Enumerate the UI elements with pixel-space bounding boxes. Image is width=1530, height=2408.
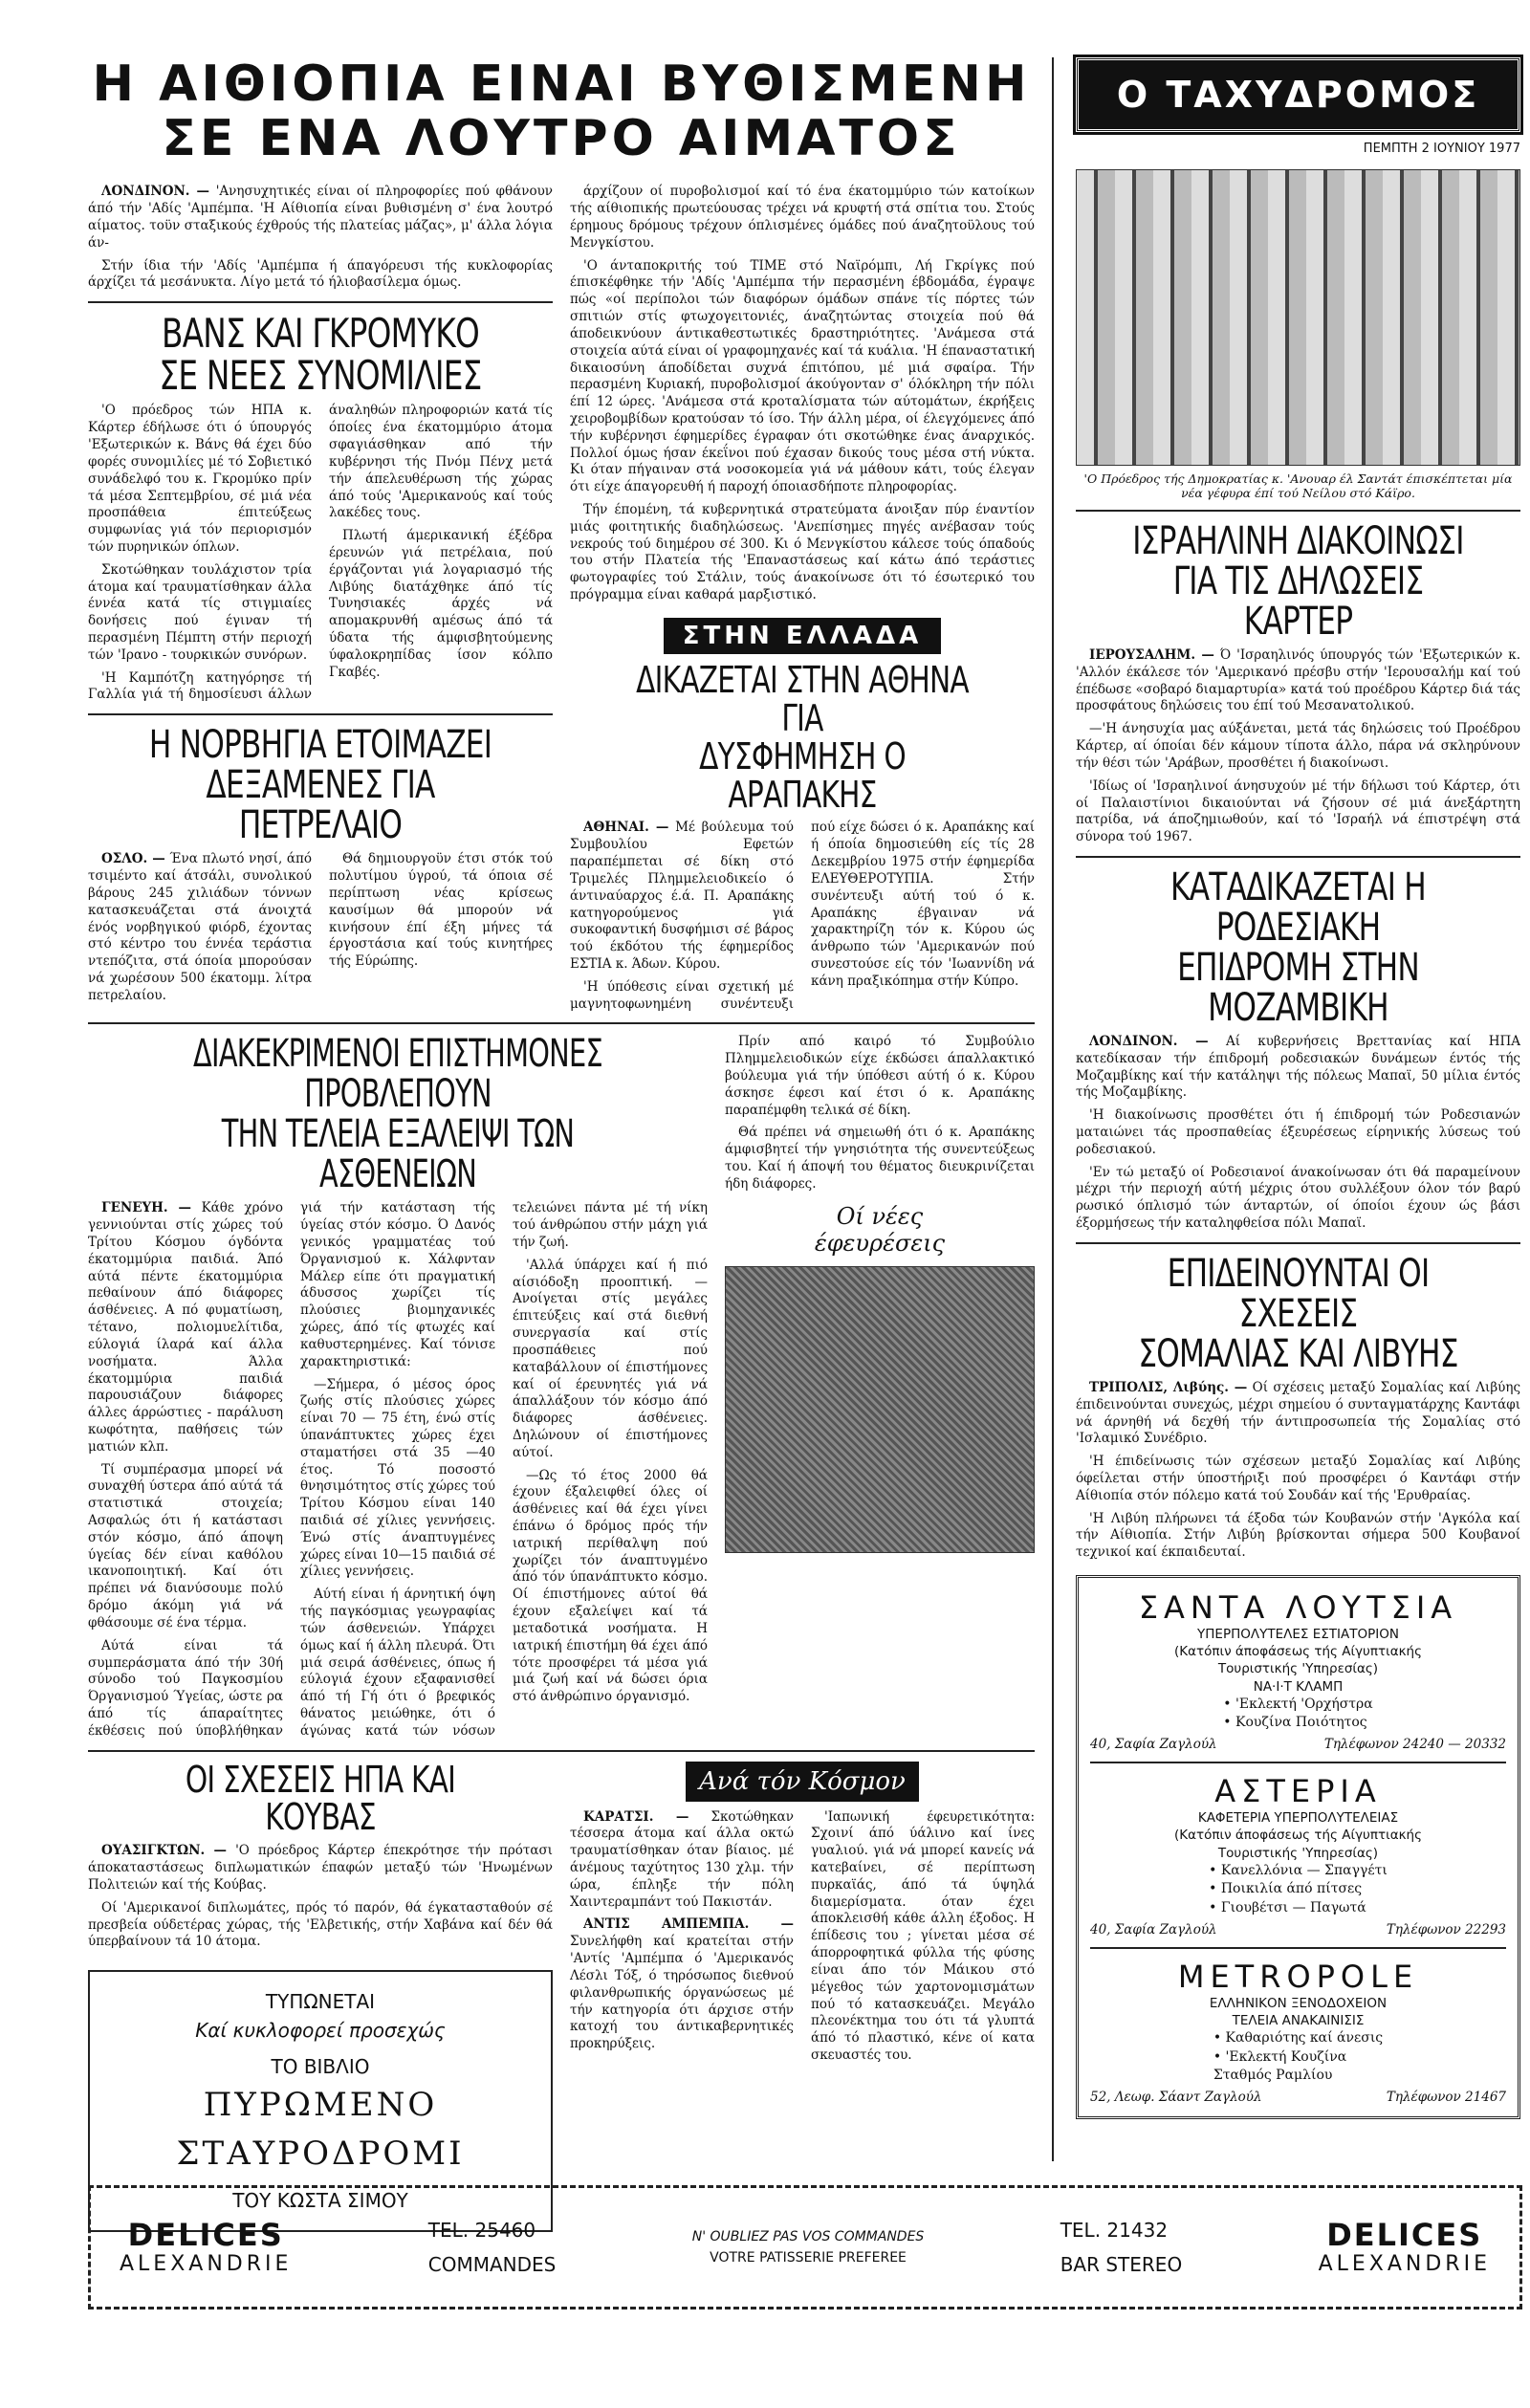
metropole-feature2: • 'Εκλεκτή Κουζίνα bbox=[1213, 2048, 1347, 2065]
divider bbox=[88, 301, 553, 303]
cuba-p2: Οί 'Αμερικανοί διπλωμάτες, πρός τό παρόν, θά έγκατασταθούν σέ πρεσβεία ούδετέρας χώρας, τής 'Ελβετικής, στήν Χαβάνα καί δέν θά ύπερβαίνουν τά 10 άτομα. bbox=[88, 1899, 553, 1950]
ethiopia-p4: 'Ο άνταποκριτής τού TIME στό Ναϊρόμπι, Λή Γκρίγκς πού έπισκέφθηκε τήν 'Αδίς 'Αμπέμπα τήν περασμένη έβδομάδα, έγραψε πώς «οί περίπολοι τών διαφόρων όμάδων σπάνε τίς πόρτες τών σπιτιών στίς φτωχογειτονιές, άναζητώντας στοιχεία πού θά άποδεικνύουν άντικαθεστωτικές δραστηριότητες. 'Ανάμεσα στά στοιχεία αύτά είναι οί γραφομηχανές καί τά κυάλια. 'Η έπαναστατική δικαιοσύνη άποδίδεται συχνά έπιτόπου, μέ μιά σφαίρα. Τήν περασμένη Κυριακή, πυροβολισμοί άκούγονταν σ' όλόκληρη τήν πόλι έπί 12 ώρες. 'Ανάμεσα στά κροταλίσματα τών αύτομάτων, έκρήξεις χειροβομβίδων κρατούσαν τό ίσο. Τήν άλλη μέρα, οί έλεγχόμενες άπό τήν κυβέρνησι έφημερίδες έγραφαν ότι σκοτώθηκε ένας άναρχικός. Πολλοί όμως ήσαν έκεΐνοι πού έχασαν δικούς τους μέσα στή νύκτα. Κι όταν πήγαιναν στά νοσοκομεία γιά νά μάθουν κάτι, τούς έλεγαν ότι είχε άπαγορευθή ή παροχή όποιασδήποτε πληροφορίας. bbox=[570, 257, 1035, 495]
norway-body bbox=[88, 851, 553, 1004]
somalia-p3: 'Η Λιβύη πλήρωνει τά έξοδα τών Κουβανών στήν 'Αγκόλα καί τήν Αίθιοπία. Στήν Λιβύη βρίσκονται σήμερα 500 Κουβανοί τεχνικοί καί έκπαιδευταί. bbox=[1076, 1510, 1520, 1561]
vance-body bbox=[88, 403, 553, 704]
scientists-p7: —Ως τό έτος 2000 θά έχουν έξαλειφθεί όλες οί άσθένειες καί θά έχει γίνει έπάνω ό δρόμος πρός τήν ιατρική περίθαλψη πού χωρίζει τόν άναπτυγμένο άπό τόν ύπανάπτυκτο κόσμο. Οί έπιστήμονες αύτοί θά έχουν εξαλείψει καί τά μεταδοτικά νοσήματα. Η ιατρική έπιστήμη θά έχει άπό τότε προσφέρει τά μέσα γιά μιά ζωή καί νά δώσει όρια στό άνθρώπινο όργανισμό. bbox=[513, 1467, 708, 1705]
asteria-address: 40, Σαφία Ζαγλούλ bbox=[1090, 1921, 1217, 1937]
delices-left-city: ALEXANDRIE bbox=[120, 2251, 293, 2276]
metropole-sub2: ΤΕΛΕΙΑ ΑΝΑΚΑΙΝΙΣΙΣ bbox=[1232, 2012, 1365, 2028]
delices-left-name: DELICES bbox=[127, 2217, 284, 2254]
divider bbox=[1090, 1762, 1506, 1763]
inventions-title-line1: Οί νέες bbox=[836, 1202, 924, 1230]
asteria-feature1: • Κανελλόνια — Σπαγγέτι bbox=[1209, 1862, 1388, 1878]
karachi-dateline: ΚΑΡΑΤΣΙ. — bbox=[583, 1808, 689, 1825]
delices-right-name: DELICES bbox=[1326, 2217, 1483, 2254]
book-ad-line1: ΤΥΠΩΝΕΤΑΙ bbox=[265, 1990, 376, 2014]
delices-commandes: COMMANDES bbox=[427, 2253, 557, 2276]
divider bbox=[88, 1750, 1035, 1752]
main-headline-line1: Η ΑΙΘΙΟΠΙΑ ΕΙΝΑΙ ΒΥΘΙΣΜΕΝΗ bbox=[92, 55, 1031, 113]
ana-ton-kosmon-title: Ανά τόν Κόσμον bbox=[686, 1762, 919, 1802]
bottom-row bbox=[88, 1758, 1035, 2233]
israel-headline-line1: ΙΣΡΑΗΛΙΝΗ ΔΙΑΚΟΙΝΩΣΙ bbox=[1132, 519, 1464, 563]
issue-date: ΠΕΜΠΤΗ 2 ΙΟΥΝΙΟΥ 1977 bbox=[1363, 142, 1520, 156]
scientists-headline-line1: ΔΙΑΚΕΚΡΙΜΕΝΟΙ ΕΠΙΣΤΗΜΟΝΕΣ ΠΡΟΒΛΕΠΟΥΝ bbox=[193, 1032, 602, 1117]
delices-tel2: TEL. 21432 bbox=[1060, 2219, 1169, 2242]
book-ad-line3: ΤΟ ΒΙΒΛΙΟ bbox=[271, 2055, 370, 2079]
scientists-article bbox=[88, 1034, 708, 1740]
israel-p3: 'Ιδίως οί 'Ισραηλινοί άνησυχούν μέ τήν δήλωσι τού Κάρτερ, ότι οί Παλαιστίνιοι δικαιούνται νά ζήσουν σέ μιά άνεξάρτητη πατρίδα, νά άποζημιωθούν, καί τό 'Ισραήλ νά έπιστρέψη στά σύνορα τού 1967. bbox=[1076, 777, 1520, 845]
sadat-photo bbox=[1076, 169, 1520, 466]
santa-lucia-feature1: • 'Εκλεκτή 'Ορχήστρα bbox=[1223, 1696, 1373, 1712]
cuba-headline: ΟΙ ΣΧΕΣΕΙΣ ΗΠΑ ΚΑΙ ΚΟΥΒΑΣ bbox=[185, 1758, 456, 1839]
delices-footer-ad bbox=[88, 2185, 1522, 2309]
santa-lucia-address: 40, Σαφία Ζαγλούλ bbox=[1090, 1737, 1217, 1753]
rhodesia-p1: Αί κυβερνήσεις Βρεττανίας καί ΗΠΑ κατεδίκασαν τήν έπιδρομή ροδεσιακών δυνάμεων έντός τής Μοζαμβίκης καί τήν κατάληψι τής πόλεως Μαπαϊ, 50 μίλια έντός τής Μοζαμβίκης. bbox=[1076, 1033, 1521, 1101]
scientists-p6: 'Αλλά ύπάρχει καί ή πιό αίσιόδοξη προοπτική. — Ανοίγεται στίς μεγάλες έπιτεύξεις καί στά διεθνή συνεργασία καί στίς προσπάθειες πού καταβάλλουν οί έπιστήμονες καί οί έρευνητές γιά νά άπαλλάξουν τόν κόσμο άπό διάφορες άσθένειες. Δηλώνουν οί έπιστήμονες αύτοί. bbox=[513, 1257, 708, 1460]
metropole-title: METROPOLE bbox=[1177, 1958, 1419, 1995]
norway-dateline: ΟΣΛΟ. — bbox=[101, 851, 165, 867]
ethiopia-dateline: ΛΟΝΔΙΝΟΝ. — bbox=[101, 184, 210, 200]
metropole-feature1: • Καθαριότης καί άνεσις bbox=[1213, 2029, 1384, 2046]
delices-bar: BAR STEREO bbox=[1060, 2253, 1183, 2276]
divider bbox=[1076, 1242, 1520, 1244]
middle-row bbox=[88, 1034, 1035, 1740]
santa-lucia-feature2: • Κουζίνα Ποιότητος bbox=[1223, 1715, 1367, 1731]
delices-slogan-line1: N' OUBLIEZ PAS VOS COMMANDES bbox=[691, 2228, 925, 2244]
arapakis-p3: Πρίν από καιρό τό Συμβούλιο Πλημμελειοδικών είχε έκδώσει άπαλλακτικό βούλευμα γιά τήν ύπόθεσι αύτή ό κ. Κύρου άσκησε έφεσι καί έτσι ό κ. Αραπάκης παραπέμφθη τελικά σέ δίκη. bbox=[725, 1034, 1035, 1118]
column-divider bbox=[1052, 57, 1054, 2161]
santa-lucia-phone: Τηλέφωνον 24240 — 20332 bbox=[1323, 1737, 1506, 1753]
delices-left bbox=[120, 2219, 292, 2275]
vance-headline-line2: ΣΕ ΝΕΕΣ ΣΥΝΟΜΙΛΙΕΣ bbox=[159, 352, 482, 400]
vance-p1: 'Ο πρόεδρος τών ΗΠΑ κ. Κάρτερ έδήλωσε ότι ό ύπουργός 'Εξωτερικών κ. Βάνς θά έχει δύο φορές συνομιλίες μέ τό Σοβιετικό συνάδελφό του κ. Γκρομύκο πρίν τά μέσα Σεπτεμβρίου, σέ μιά νέα προσπάθεια έπιτεύξεως συμφωνίας γιά τόν περιορισμόν τών πυρηνικών όπλων. bbox=[88, 403, 312, 555]
book-ad-line6: ΤΟΥ ΚΩΣΤΑ ΣΙΜΟΥ bbox=[232, 2189, 408, 2213]
divider bbox=[1076, 856, 1520, 858]
ethiopia-p2: Στήν ίδια τήν 'Αδίς 'Αμπέμπα ή άπαγόρευσι τής κυκλοφορίας άρχίζει τά μεσάνυκτα. Λίγο μετά τό ήλιοβασίλεμα όμως. bbox=[88, 257, 553, 291]
santa-lucia-contact bbox=[1090, 1737, 1506, 1752]
main-columns bbox=[88, 57, 1035, 2232]
book-ad-line5: ΣΤΑΥΡΟΔΡΟΜΙ bbox=[176, 2134, 465, 2174]
divider bbox=[88, 1022, 1035, 1024]
asteria-sub1: ΚΑΦΕΤΕΡΙΑ ΥΠΕΡΠΟΛΥΤΕΛΕΙΑΣ bbox=[1197, 1810, 1399, 1827]
newspaper-masthead: Ο ΤΑΧΥΔΡΟΜΟΣ bbox=[1076, 57, 1520, 132]
ethiopia-continued bbox=[570, 184, 1035, 604]
cuba-dateline: ΟΥΑΣΙΓΚΤΩΝ. — bbox=[101, 1843, 228, 1859]
israel-headline bbox=[1125, 521, 1472, 642]
asteria-feature2: • Ποικιλία άπό πίτσες bbox=[1209, 1881, 1363, 1897]
top-articles-row bbox=[88, 184, 1035, 1013]
addis-dateline: ΑΝΤΙΣ ΑΜΠΕΜΠΑ. — bbox=[583, 1916, 794, 1933]
sadat-photo-caption: 'Ο Πρόεδρος τής Δημοκρατίας κ. 'Ανουαρ έλ Σαντάτ έπισκέπτεται μία νέα γέφυρα έπί τού Νείλου στό Κάϊρο. bbox=[1083, 471, 1513, 500]
vance-p3: 'Η Καμπότζη κατηγόρησε τή Γαλλία γιά τή δημοσίευσι άλλων άναληθών πληροφοριών κατά τίς όποίες ένα έκατομμύριο άτομα σφαγιάσθηκαν από τήν κυβέρνησι τής Πνόμ Πένχ μετά τήν άπελευθέρωση τής χώρας άπό τούς 'Αμερικανούς καί τούς λακέδες τους. bbox=[88, 403, 553, 703]
metropole-phone: Τηλέφωνον 21467 bbox=[1386, 2089, 1506, 2105]
arapakis-p4: Θά πρέπει νά σημειωθή ότι ό κ. Αραπάκης άμφισβητεί τήν γνησιότητα τής συνεντεύξεως του. Καί ή άποψή του θέματος διευκρινίζεται ήδη διάφορες. bbox=[725, 1125, 1035, 1192]
arapakis-p1: Μέ βούλευμα τού Συμβουλίου Εφετών παραπέμπεται σέ δίκη στό Τριμελές Πλημμελειοδικείο ό άντιναύαρχος έ.ά. Π. Αραπάκης κατηγορούμενος γιά συκοφαντική δυσφήμισι σέ βάρος τού έκδότου τής έφημερίδος ΕΣΤΙΑ κ. Άδων. Κύρου. bbox=[570, 820, 794, 972]
arapakis-body bbox=[570, 820, 1035, 1013]
asteria-title: ΑΣΤΕΡΙΑ bbox=[1214, 1773, 1382, 1810]
greece-banner-wrap bbox=[570, 610, 1035, 662]
ethiopia-p3: άρχίζουν οί πυροβολισμοί καί τό ένα έκατομμύριο τών κατοίκων τής αίθιοπικής πρωτεύουσας τρέχει νά κρυφτή στά σπίτια του. Στούς έρημους δρόμους τρέχουν όπλισμένες όμάδες πού άναζητοϋλους τού Μενγκίστου. bbox=[570, 184, 1035, 251]
arapakis-p2: 'Η ύπόθεσις είναι σχετική μέ μαγνητοφωνημένη συνέντευξι πού είχε δώσει ό κ. Αραπάκης καί ή όποία δημοσιεύθη είς τίς 28 Δεκεμβρίου 1975 στήν έφημερίδα ΕΛΕΥΘΕΡΟΤΥΠΙΑ. Στήν συνέντευξι αύτή τού ό κ. Αραπάκης έβγαιναν νά χαρακτηρίζη τόν κ. Κύρου ώς άνθρωπο τών 'Αμερικανών πού συνεστούσε είς τόν 'Ιωαννίδη νά κάνη πραξικόπημα στήν Κύπρο. bbox=[570, 820, 1035, 1012]
scientists-dateline: ΓΕΝΕΥΗ. — bbox=[101, 1200, 192, 1216]
scientists-p4: —Σήμερα, ό μέσος όρος ζωής στίς πλούσιες χώρες είναι 70 — 75 έτη, ένώ στίς ύπανάπτυκτες χώρες έχει σταματήσει στά 35 —40 έτος. Τό ποσοστό θνησιμότητος στίς χώρες τού Τρίτου Κόσμου είναι 140 παιδιά σέ χίλιες γεννήσεις. Ένώ στίς άναπτυγμένες χώρες είναι 10—15 παιδιά σέ χίλιες γεννήσεις. bbox=[300, 1376, 495, 1580]
scientists-headline bbox=[175, 1032, 622, 1197]
arapakis-headline bbox=[621, 658, 983, 816]
ethiopia-p1: 'Ανησυχητικές είναι οί πληροφορίες πού φθάνουν άπό τήν 'Αδίς 'Αμπέμπα. 'Η Αίθιοπία είναι βυθισμένη σ' ένα λουτρό αίματος. τοϋν σταξικούς έχθρούς τής πλατείας μάζας», μ' άλλα λόγια άν- bbox=[88, 184, 553, 251]
israel-body bbox=[1076, 647, 1520, 846]
norway-p2: Θά δημιουργοϋν έτσι στόκ τού πολυτίμου ύγρού, τά όποια σέ περίπτωση νέας κρίσεως καυσίμων θά μπορούν νά κινήσουν έπί έξη μήνες τά έργοστάσια καί τούς κινητήρες τής Εύρώπης. bbox=[329, 851, 553, 970]
metropole-address: 52, Λεωφ. Σάαντ Ζαγλούλ bbox=[1090, 2089, 1262, 2105]
metropole-sub1: ΕΛΛΗΝΙΚΟΝ ΞΕΝΟΔΟΧΕΙΟΝ bbox=[1209, 1995, 1388, 2011]
vance-headline bbox=[139, 310, 501, 400]
arapakis-headline-line1: ΔΙΚΑΖΕΤΑΙ ΣΤΗΝ ΑΘΗΝΑ ΓΙΑ bbox=[636, 658, 969, 739]
restaurant-ads bbox=[1076, 1575, 1520, 2119]
metropole-ad bbox=[1090, 1959, 1506, 2105]
delices-right-city: ALEXANDRIE bbox=[1318, 2251, 1491, 2276]
scientists-headline-line2: ΤΗΝ ΤΕΛΕΙΑ ΕΞΑΛΕΙΨΙ ΤΩΝ ΑΣΘΕΝΕΙΩΝ bbox=[221, 1112, 575, 1197]
rhodesia-headline-line2: ΕΠΙΔΡΟΜΗ ΣΤΗΝ ΜΟΖΑΜΒΙΚΗ bbox=[1177, 945, 1419, 1030]
scientists-body bbox=[88, 1200, 708, 1740]
arapakis-headline-line2: ΔΥΣΦΗΜΗΣΗ Ο ΑΡΑΠΑΚΗΣ bbox=[699, 734, 906, 816]
cuba-and-book-column bbox=[88, 1758, 553, 2233]
book-ad-line2: Καί κυκλοφορεί προσεχώς bbox=[195, 2019, 446, 2043]
arapakis-dateline: ΑΘΗΝΑΙ. — bbox=[583, 820, 669, 836]
asteria-contact bbox=[1090, 1922, 1506, 1937]
arapakis-continued-column bbox=[725, 1034, 1035, 1740]
asteria-sub3: Τουριστικής 'Υπηρεσίας) bbox=[1217, 1845, 1379, 1861]
israel-p2: —'Η άνησυχία μας αύξάνεται, μετά τάς δηλώσεις τού Προέδρου Κάρτερ, αί όποίαι δέν κάμουν τίποτα άλλο, πάρα νά σκληρύνουν τήν θέσι τών 'Αράβων, προσθέτει ή διακοίνωσι. bbox=[1076, 721, 1520, 771]
rhodesia-dateline: ΛΟΝΔΙΝΟΝ. — bbox=[1089, 1033, 1209, 1049]
somalia-p2: 'Η έπιδείνωσις τών σχέσεων μεταξύ Σομαλίας καί Λιβύης όφείλεται στήν ύποστήριξι πού προσφέρει ό Καντάφι στήν Αίθιοπία στόν πόλεμο κατά τού Σουδάν καί τής 'Ερυθραίας. bbox=[1076, 1454, 1520, 1503]
norway-headline-line1: Η ΝΟΡΒΗΓΙΑ ΕΤΟΙΜΑΖΕΙ bbox=[148, 723, 492, 768]
ethiopia-intro bbox=[88, 184, 553, 292]
rhodesia-headline bbox=[1125, 867, 1472, 1028]
somalia-dateline: ΤΡΙΠΟΛΙΣ, Λιβύης. — bbox=[1089, 1379, 1248, 1395]
metropole-contact bbox=[1090, 2090, 1506, 2105]
asteria-features bbox=[1209, 1862, 1388, 1918]
inventions-title bbox=[725, 1203, 1035, 1257]
scientists-p5: Αύτή είναι ή άρνητική όψη τής παγκόσμιας γεωγραφίας τών άσθενειών. Υπάρχει όμως καί ή άλλη πλευρά. Ότι μιά σειρά άσθένειες, όπως ή εύλογιά έχουν εξαφανισθεί άπό τή Γή ότι ό βρεφικός θάνατος μειώθηκε, ότι ό άγώνας κατά τών νόσων τελειώνει πάντα μέ τή νίκη τού άνθρώπου στήν μάχη γιά τήν ζωή. bbox=[300, 1200, 708, 1739]
world-news-column bbox=[570, 1762, 1035, 2233]
ethiopia-p5: Τήν έπομένη, τά κυβερνητικά στρατεύματα άνοιξαν πύρ έναντίον μιάς φοιτητικής διαδηλώσεως. 'Ανεπίσημες πηγές ανέβασαν τούς νεκρούς τού διημέρου σέ 300. Κι ό Μενγκίστου κάλεσε τούς όπαδούς του στήν Πλατεία τής 'Επαναστάσεως καί κάτω άπό τεράστιες φωτογραφίες τού Στάλιν, τούς άνακοίνωσε ότι τό έσωτερικό του πρόγραμμα είναι καθαρά μαρξιστικό. bbox=[570, 502, 1035, 603]
divider bbox=[1090, 1947, 1506, 1949]
addis-text: Συνελήφθη καί κρατείται στήν 'Αντίς 'Αμπέμπα ό 'Αμερικανός Λέσλι Τόξ, ό τηρόσωπος διεθνού φιλανθρωπικής όργανώσεως μέ τήν κατηγορία ότι άρχισε στήν κατοχή του άντικαβερνητικές προκηρύξεις. bbox=[570, 1934, 794, 2052]
divider bbox=[1076, 510, 1520, 512]
santa-lucia-sub3: Τουριστικής 'Υπηρεσίας) bbox=[1217, 1661, 1379, 1677]
somalia-body bbox=[1076, 1380, 1520, 1562]
santa-lucia-features bbox=[1223, 1696, 1372, 1733]
greece-banner: ΣΤΗΝ ΕΛΛΑΔΑ bbox=[664, 618, 941, 654]
cuba-p1: 'Ο πρόεδρος Κάρτερ έπεκρότησε τήν πρότασι άποκαταστάσεως διπλωματικών έπαφών μεταξύ τών 'Ηνωμένων Πολιτειών καί τής Κούβας. bbox=[88, 1843, 553, 1893]
vance-p2: Σκοτώθηκαν τουλάχιστον τρία άτομα καί τραυματίσθηκαν άλλα έννέα κατά τίς στιγμιαίες δονήσεις πού έγιναν τή περασμένη Πέμπτη στήν περιοχή τών 'Ιρανο - τουρκικών συνόρων. bbox=[88, 561, 312, 663]
somalia-headline-line1: ΕΠΙΔΕΙΝΟΥΝΤΑΙ ΟΙ ΣΧΕΣΕΙΣ bbox=[1167, 1251, 1430, 1336]
vance-headline-line1: ΒΑΝΣ ΚΑΙ ΓΚΡΟΜΥΚΟ bbox=[161, 310, 480, 358]
israel-dateline: ΙΕΡΟΥΣΑΛΗΜ. — bbox=[1089, 647, 1214, 663]
scientists-p2: Τί συμπέρασμα μπορεί νά συναχθή ύστερα άπό αύτά τά στατιστικά στοιχεία; Ασφαλώς ότι ή κατάστασι στόν κόσμο, άπό άποψη ύγείας δέν είναι καθόλου ικανοποιητική. Καί ότι πρέπει νά διανύσουμε πολύ δρόμο άκόμη γιά νά φθάσουμε σέ ένα τέρμα. bbox=[88, 1461, 283, 1631]
delices-slogan bbox=[692, 2226, 925, 2269]
santa-lucia-title: ΣΑΝΤΑ ΛΟΥΤΣΙΑ bbox=[1138, 1589, 1458, 1626]
asteria-ad bbox=[1090, 1773, 1506, 1937]
karachi-text: Σκοτώθηκαν τέσσερα άτομα καί άλλα οκτώ τραυματίσθηκαν όταν βίαιος. μέ άνέμους ταχύτητος 130 χλμ. τήν ώρα, έπληξε τήν πόλη Χαιντεραμπάντ τού Πακιστάν. bbox=[570, 1808, 795, 1910]
asteria-feature3: • Γιουβέτσι — Παγωτά bbox=[1209, 1899, 1366, 1915]
delices-tel1: TEL. 25460 bbox=[427, 2219, 536, 2242]
israel-headline-line2: ΓΙΑ ΤΙΣ ΔΗΛΩΣΕΙΣ ΚΑΡΤΕΡ bbox=[1172, 559, 1424, 644]
rhodesia-body bbox=[1076, 1034, 1520, 1233]
vance-p4: Πλωτή άμερικανική έξέδρα έρευνών γιά πετρέλαια, πού έργάζονται γιά λογαριασμό τής Λιβύης διατάχθηκε άπό τίς Τυνησιακές άρχές νά απομακρυνθή αμέσως άπό τά ύδατα τής άμφισβητούμενης ύφαλοκρηπίδας ίσον κόλπο Γκαβές. bbox=[329, 528, 553, 680]
delices-tel-right bbox=[1060, 2213, 1182, 2282]
metropole-feature3: Σταθμός Ραμλίου bbox=[1213, 2068, 1333, 2084]
somalia-p1: Οί σχέσεις μεταξύ Σομαλίας καί Λιβύης έπιδεινούνται συνεχώς, μέχρι σημείου ό συνταγματάρχης Καντάφι νά άρνηθή νά δεχθή τήν άντιπροσωπεία τής Σομαλίας στό 'Ισλαμικό Συνέδριο. bbox=[1076, 1379, 1521, 1447]
rhodesia-headline-line1: ΚΑΤΑΔΙΚΑΖΕΤΑΙ Η ΡΟΔΕΣΙΑΚΗ bbox=[1170, 865, 1426, 950]
delices-right bbox=[1319, 2219, 1491, 2275]
norway-p1: Ένα πλωτό νησί, άπό τσιμέντο καί άτσάλι, συνολικού βάρους 245 χιλιάδων τόννων κατασκευάζεται στά άνοιχτά ένός νορβηγικού φιόρδ, έχοντας στό κέντρο του έννέα τεράστια ντεπόζιτα, στά όποία μπορούσαν νά χωρέσουν 500 έκατομμ. λίτρα πετρελαίου. bbox=[88, 851, 312, 1003]
scientists-p3: Αύτά είναι τά συμπεράσματα άπό τήν 30ή σύνοδο τού Παγκοσμίου Όργανισμού Ύγείας, ώστε ρα άπό τίς άπαραίτητες έκθέσεις πού ύποβλήθηκαν γιά τήν κατάσταση τής ύγείας στόν κόσμο. Ό Δανός γενικός γραμματέας τού Όργανισμού κ. Χάλφνταν Μάλερ είπε ότι πραγματική άδυσσος χωρίζει τίς πλούσιες βιομηχανικές χώρες, άπό τίς φτωχές καί καθυστερημένες. Καί τόνισε χαρακτηριστικά: bbox=[88, 1200, 495, 1739]
delices-tel-left bbox=[428, 2213, 557, 2282]
santa-lucia-ad bbox=[1090, 1589, 1506, 1752]
right-column bbox=[1076, 57, 1520, 2119]
main-headline bbox=[88, 57, 1035, 166]
norway-headline-line2: ΔΕΞΑΜΕΝΕΣ ΓΙΑ ΠΕΤΡΕΛΑΙΟ bbox=[206, 763, 435, 848]
israel-p1: Ό 'Ισραηλινός ύπουργός τών 'Εξωτερικών κ. 'Αλλόν έκάλεσε τόν 'Αμερικανό πρέσβυ στήν 'Ιερουσαλήμ καί τού έπέδωσε «σοβαρό διαμαρτυρία» κατά τού προέδρου Κάρτερ διά τάς προσφάτους δηλώσεις του έπί τού Μεσανατολικού. bbox=[1076, 647, 1520, 714]
book-ad-line4: ΠΥΡΩΜΕΝΟ bbox=[203, 2086, 438, 2125]
inventions-title-line2: έφευρέσεις bbox=[814, 1229, 946, 1257]
building-photo bbox=[725, 1266, 1035, 1553]
arapakis-continued bbox=[725, 1034, 1035, 1193]
asteria-sub2: (Κατόπιν άποφάσεως τής Αίγυπτιακής bbox=[1173, 1828, 1423, 1844]
ana-ton-kosmon-body bbox=[570, 1809, 1035, 2065]
santa-lucia-sub4: ΝΑ·Ι·Τ ΚΛΑΜΠ bbox=[1253, 1678, 1344, 1695]
santa-lucia-sub2: (Κατόπιν άποφάσεως τής Αίγυπτιακής bbox=[1173, 1644, 1423, 1660]
metropole-features bbox=[1213, 2029, 1383, 2086]
rhodesia-p3: 'Εν τώ μεταξύ οί Ροδεσιανοί άνακοίνωσαν ότι θά παραμείνουν μέχρι τήν περιοχή αύτή μέχρις ότου συλλέξουν όλον τόν βαρύ ρωσικό όπλισμό τών άνταρτών, οί όποίοι έχουν ώς βάσι έξορμήσεως τήν καταληφθείσα πόλι Μαπαϊ. bbox=[1076, 1164, 1520, 1232]
norway-headline bbox=[139, 723, 501, 848]
divider bbox=[88, 713, 553, 715]
japan-invention-text: 'Ιαπωνική έφευρετικότητα: Σχοινί άπό ύάλινο καί ίνες γυαλιού. γιά νά μπορεί κανείς νά κατεβαίνει, σέ περίπτωση πυρκαϊάς, άπό τά ύψηλά διαμερίσματα. όταν έχει άποκλεισθή κάθε άλλη έξοδος. Η έπίδεσις του ; γίνεται μέσα σέ άπορροφητικά φύλλα τής φύσης είναι άπο τόν Μάικου στό μέγεθος τών χαρτονομισμάτων πού τό κατασκευάζει. Μεγάλο πλεονέκτημα του ότι τά γλυπτά άπό τό πλαστικό, κένε οί κατα σκευαστές του. bbox=[811, 1808, 1035, 2063]
left-subcolumn bbox=[88, 184, 553, 1013]
santa-lucia-sub1: ΥΠΕΡΠΟΛΥΤΕΛΕΣ ΕΣΤΙΑΤΟΡΙΟΝ bbox=[1197, 1627, 1399, 1642]
asteria-phone: Τηλέφωνον 22293 bbox=[1386, 1921, 1506, 1937]
ana-ton-kosmon-wrap bbox=[570, 1762, 1035, 1802]
somalia-headline bbox=[1125, 1251, 1472, 1376]
right-subcolumn bbox=[570, 184, 1035, 1013]
scientists-p1: Κάθε χρόνο γεννιούνται στίς χώρες τού Τρίτου Κόσμου όγδόντα έκατομμύρια παιδιά. Άπό αύτά πέντε έκατομμύρια πεθαίνουν άπό διάφορες άσθένειες. Α πό φυματίωση, τέτανο, πολιομυελίτιδα, εύλογιά ίλαρά καί άλλα νοσήματα. Άλλα έκατομμύρια παιδιά παρουσιάζουν διάφορες άλλες άρρώστιες - παράλυση κωφότητα, παθήσεις τών ματιών κλπ. bbox=[88, 1200, 283, 1455]
delices-slogan-line2: VOTRE PATISSERIE PREFEREE bbox=[710, 2250, 907, 2266]
main-headline-line2: ΣΕ ΕΝΑ ΛΟΥΤΡΟ ΑΙΜΑΤΟΣ bbox=[162, 110, 961, 168]
rhodesia-p2: 'Η διακοίνωσις προσθέτει ότι ή έπιδρομή τών Ροδεσιανών ματαιώνει τάς προσπαθείας έξευρέσεως είρηνικής λύσεως τού ροδεσιακού. bbox=[1076, 1107, 1520, 1157]
cuba-body bbox=[88, 1843, 553, 1951]
somalia-headline-line2: ΣΟΜΑΛΙΑΣ ΚΑΙ ΛΙΒΥΗΣ bbox=[1138, 1331, 1458, 1376]
